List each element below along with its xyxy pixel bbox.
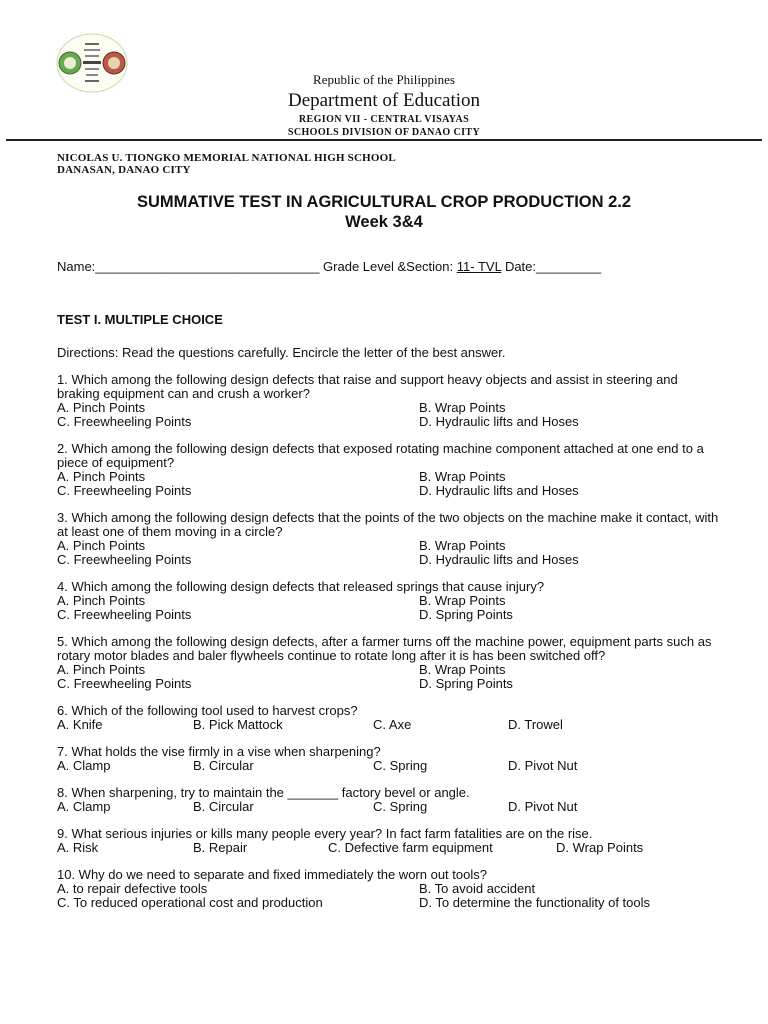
- choice-d: D. Trowel: [508, 717, 563, 732]
- school-block: [57, 152, 396, 176]
- choice-a: A. Clamp: [57, 799, 111, 814]
- grade-section-label: Grade Level &Section:: [323, 259, 454, 274]
- question-text: 8. When sharpening, try to maintain the _______ factory bevel or angle.: [57, 785, 470, 800]
- choice-b: B. Wrap Points: [419, 662, 506, 677]
- choice-c: C. Freewheeling Points: [57, 552, 192, 567]
- choice-row: [57, 470, 722, 484]
- choice-d: D. Hydraulic lifts and Hoses: [419, 414, 579, 429]
- choice-row: [57, 896, 722, 910]
- choice-row: [57, 415, 722, 429]
- choice-a: A. Risk: [57, 840, 99, 855]
- directions: Directions: Read the questions carefully. Encircle the letter of the best answer.: [57, 345, 506, 360]
- grade-section-value: 11- TVL: [456, 259, 502, 274]
- republic-line: Republic of the Philippines: [313, 72, 455, 87]
- section-heading: TEST I. MULTIPLE CHOICE: [57, 312, 223, 327]
- choice-row: [57, 401, 722, 415]
- choice-d: D. To determine the functionality of tools: [419, 895, 650, 910]
- date-field-label: Date:_________: [504, 259, 602, 274]
- question: [57, 635, 722, 691]
- choice-d: D. Pivot Nut: [508, 758, 578, 773]
- choice-d: D. Wrap Points: [556, 840, 644, 855]
- test-title-block: [0, 192, 768, 232]
- test-title: SUMMATIVE TEST IN AGRICULTURAL CROP PRODUCTION 2.2: [136, 193, 632, 211]
- choice-row: [57, 718, 722, 732]
- question-text: 10. Why do we need to separate and fixed immediately the worn out tools?: [57, 867, 487, 882]
- choice-b: B. Wrap Points: [419, 538, 506, 553]
- question: [57, 704, 722, 732]
- choice-a: A. to repair defective tools: [57, 881, 208, 896]
- choice-d: D. Pivot Nut: [508, 799, 578, 814]
- choice-c: C. Freewheeling Points: [57, 676, 192, 691]
- choice-b: B. Wrap Points: [419, 400, 506, 415]
- question-text: 3. Which among the following design defects that the points of the two objects on the machine make it contact, with at least one of them moving in a circle?: [57, 510, 719, 539]
- question-text: 1. Which among the following design defects that raise and support heavy objects and assist in steering and braking equipment can and crush a worker?: [57, 372, 678, 401]
- test-week: Week 3&4: [345, 213, 423, 231]
- choice-a: A. Clamp: [57, 758, 111, 773]
- choice-c: C. Freewheeling Points: [57, 483, 192, 498]
- student-info-line: [57, 259, 601, 274]
- choice-b: B. Repair: [193, 840, 248, 855]
- test-content: [57, 313, 722, 910]
- question-text: 4. Which among the following design defects that released springs that cause injury?: [57, 579, 545, 594]
- choice-row: [57, 539, 722, 553]
- choice-a: A. Knife: [57, 717, 103, 732]
- question-text: 2. Which among the following design defects that exposed rotating machine component attached at one end to a piece of equipment?: [57, 441, 704, 470]
- choice-a: A. Pinch Points: [57, 662, 146, 677]
- choice-a: A. Pinch Points: [57, 469, 146, 484]
- choice-b: B. Wrap Points: [419, 469, 506, 484]
- department-title: Department of Education: [287, 90, 481, 111]
- document-header: [0, 72, 768, 139]
- choice-a: A. Pinch Points: [57, 593, 146, 608]
- question-text: 9. What serious injuries or kills many people every year? In fact farm fatalities are on the rise.: [57, 826, 593, 841]
- choice-c: C. Spring: [373, 758, 428, 773]
- choice-row: [57, 800, 722, 814]
- question: [57, 511, 722, 567]
- choice-b: B. To avoid accident: [419, 881, 536, 896]
- school-name: NICOLAS U. TIONGKO MEMORIAL NATIONAL HIGH SCHOOL: [57, 152, 396, 164]
- question: [57, 786, 722, 814]
- choice-b: B. Pick Mattock: [193, 717, 283, 732]
- choice-c: C. Freewheeling Points: [57, 607, 192, 622]
- choice-row: [57, 759, 722, 773]
- question: [57, 580, 722, 622]
- choice-row: [57, 594, 722, 608]
- choice-a: A. Pinch Points: [57, 538, 146, 553]
- region-line: REGION VII - CENTRAL VISAYAS: [298, 114, 470, 125]
- question: [57, 827, 722, 855]
- question-text: 7. What holds the vise firmly in a vise when sharpening?: [57, 744, 381, 759]
- choice-c: C. Defective farm equipment: [328, 840, 493, 855]
- choice-row: [57, 553, 722, 567]
- question: [57, 745, 722, 773]
- choice-c: C. Freewheeling Points: [57, 414, 192, 429]
- choice-b: B. Wrap Points: [419, 593, 506, 608]
- choice-row: [57, 882, 722, 896]
- header-divider: [6, 139, 762, 141]
- question-text: 5. Which among the following design defects, after a farmer turns off the machine power, equipment parts such as rotary motor blades and baler flywheels continue to rotate long after it is has been switched off?: [57, 634, 712, 663]
- choice-row: [57, 677, 722, 691]
- choice-c: C. To reduced operational cost and production: [57, 895, 323, 910]
- choice-row: [57, 663, 722, 677]
- name-field-label: Name:_______________________________: [57, 259, 320, 274]
- choice-c: C. Axe: [373, 717, 412, 732]
- question: [57, 868, 722, 910]
- choice-c: C. Spring: [373, 799, 428, 814]
- choice-d: D. Hydraulic lifts and Hoses: [419, 483, 579, 498]
- choice-b: B. Circular: [193, 799, 254, 814]
- school-address: DANASAN, DANAO CITY: [57, 164, 191, 176]
- choice-row: [57, 841, 722, 855]
- question: [57, 373, 722, 429]
- question-text: 6. Which of the following tool used to harvest crops?: [57, 703, 358, 718]
- choice-d: D. Spring Points: [419, 676, 513, 691]
- choice-b: B. Circular: [193, 758, 254, 773]
- choice-d: D. Spring Points: [419, 607, 513, 622]
- choice-row: [57, 484, 722, 498]
- choice-d: D. Hydraulic lifts and Hoses: [419, 552, 579, 567]
- choice-row: [57, 608, 722, 622]
- division-line: SCHOOLS DIVISION OF DANAO CITY: [287, 127, 481, 138]
- question: [57, 442, 722, 498]
- choice-a: A. Pinch Points: [57, 400, 146, 415]
